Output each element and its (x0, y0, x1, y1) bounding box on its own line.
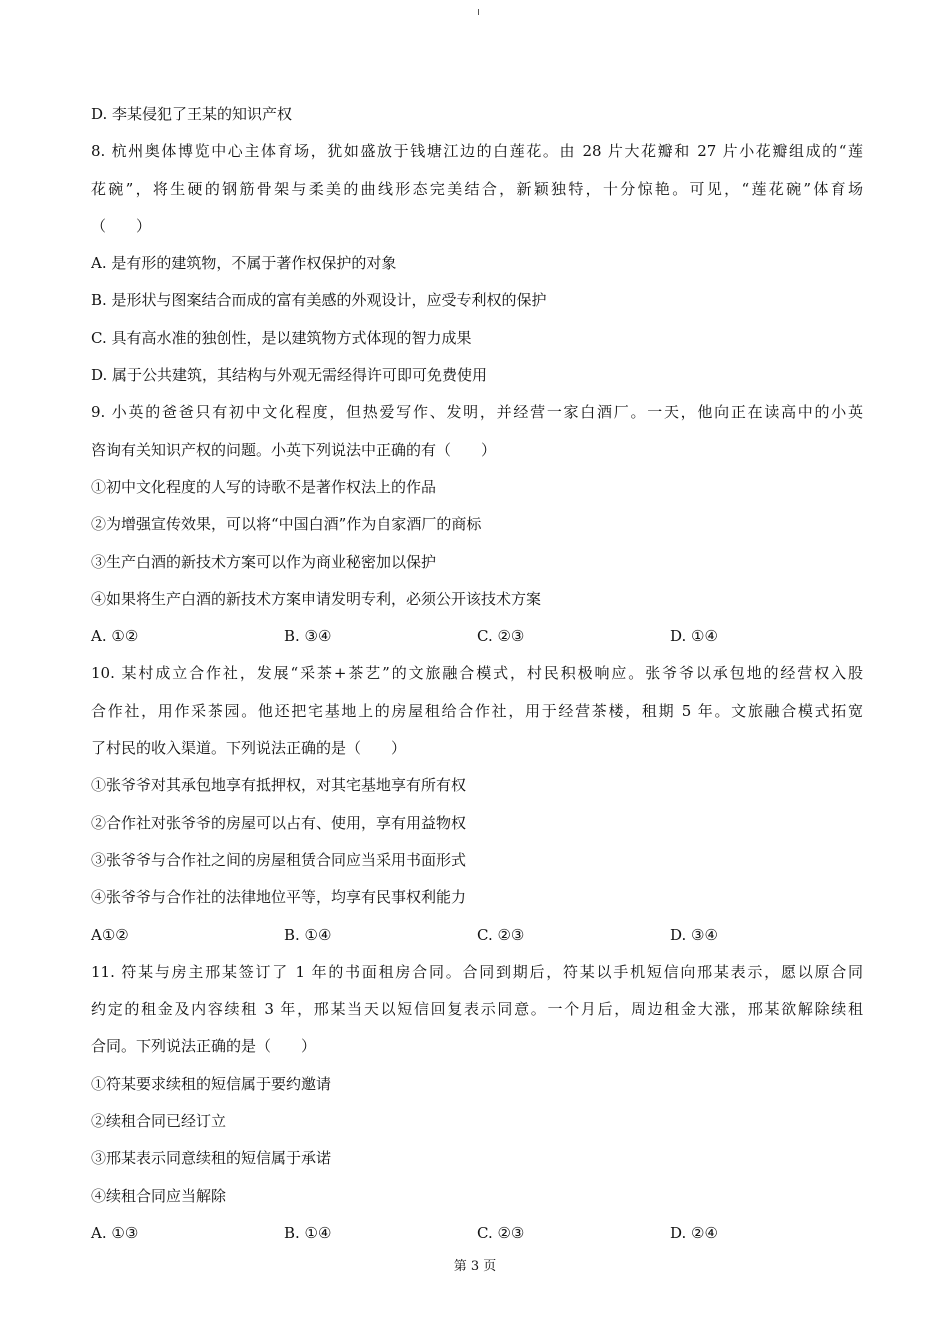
header-mark (478, 9, 479, 15)
q9-item-3: ③生产白酒的新技术方案可以作为商业秘密加以保护 (91, 552, 437, 571)
q9-options (91, 618, 863, 655)
q8-stem-line-2: 花碗”，将生硬的钢筋骨架与柔美的曲线形态完美结合，新颖独特，十分惊艳。可见，“莲花碗”体育场 (91, 179, 863, 198)
q11-item-3: ③邢某表示同意续租的短信属于承诺 (91, 1149, 332, 1168)
q10-item-4: ④张爷爷与合作社的法律地位平等，均享有民事权利能力 (91, 888, 467, 907)
q8-option-b: B. 是形状与图案结合而成的富有美感的外观设计，应受专利权的保护 (91, 291, 547, 310)
q11-item-1: ①符某要求续租的短信属于要约邀请 (91, 1074, 332, 1093)
q10-option-b: B. ①④ (284, 925, 332, 944)
q10-option-d: D. ③④ (670, 925, 718, 944)
q10-item-1: ①张爷爷对其承包地享有抵押权，对其宅基地享有所有权 (91, 776, 467, 795)
q8-option-a: A. 是有形的建筑物，不属于著作权保护的对象 (91, 254, 397, 273)
q11-stem-line-2: 约定的租金及内容续租 3 年，邢某当天以短信回复表示同意。一个月后，周边租金大涨，邢某欲解除续租 (91, 1000, 863, 1019)
q11-option-c: C. ②③ (477, 1223, 525, 1242)
q8-option-d: D. 属于公共建筑，其结构与外观无需经得许可即可免费使用 (91, 366, 488, 385)
q8-option-c: C. 具有高水准的独创性，是以建筑物方式体现的智力成果 (91, 328, 472, 347)
q11-option-a: A. ①③ (91, 1223, 139, 1242)
q10-option-c: C. ②③ (477, 925, 525, 944)
q11-stem-line-1: 11. 符某与房主邢某签订了 1 年的书面租房合同。合同到期后，符某以手机短信向邢某表示，愿以原合同 (91, 962, 863, 981)
q11-option-d: D. ②④ (670, 1223, 718, 1242)
q10-option-a: A①② (91, 925, 129, 944)
q8-stem-line-3: （ ） (91, 216, 152, 235)
q9-option-d: D. ①④ (670, 627, 718, 646)
q11-stem-line-3: 合同。下列说法正确的是（ ） (91, 1037, 317, 1056)
q9-option-c: C. ②③ (477, 627, 525, 646)
q7-option-d: D. 李某侵犯了王某的知识产权 (91, 105, 293, 123)
page-content (91, 96, 863, 1252)
q9-item-2: ②为增强宣传效果，可以将“中国白酒”作为自家酒厂的商标 (91, 515, 482, 534)
q8-stem-line-1: 8. 杭州奥体博览中心主体育场，犹如盛放于钱塘江边的白莲花。由 28 片大花瓣和 27 片小花瓣组成的“莲 (91, 142, 863, 161)
q10-stem-line-1: 10. 某村成立合作社，发展“采茶+茶艺”的文旅融合模式，村民积极响应。张爷爷以承包地的经营权入股 (91, 664, 863, 683)
q10-options (91, 917, 863, 954)
q11-options (91, 1215, 863, 1252)
q10-item-3: ③张爷爷与合作社之间的房屋租赁合同应当采用书面形式 (91, 850, 467, 869)
q11-option-b: B. ①④ (284, 1223, 332, 1242)
q9-item-1: ①初中文化程度的人写的诗歌不是著作权法上的作品 (91, 477, 437, 496)
q9-stem-line-1: 9. 小英的爸爸只有初中文化程度，但热爱写作、发明，并经营一家白酒厂。一天，他向正在读高中的小英 (91, 403, 863, 422)
q9-option-a: A. ①② (91, 627, 139, 646)
q9-stem-line-2: 咨询有关知识产权的问题。小英下列说法中正确的有（ ） (91, 440, 497, 459)
q9-option-b: B. ③④ (284, 627, 332, 646)
q10-item-2: ②合作社对张爷爷的房屋可以占有、使用，享有用益物权 (91, 813, 467, 832)
q11-item-4: ④续租合同应当解除 (91, 1186, 227, 1205)
page-number: 第 3 页 (453, 1259, 497, 1274)
q10-stem-line-2: 合作社，用作采茶园。他还把宅基地上的房屋租给合作社，用于经营茶楼，租期 5 年。文旅融合模式拓宽 (91, 701, 863, 720)
q11-item-2: ②续租合同已经订立 (91, 1112, 227, 1131)
q10-stem-line-3: 了村民的收入渠道。下列说法正确的是（ ） (91, 739, 407, 758)
q9-item-4: ④如果将生产白酒的新技术方案申请发明专利，必须公开该技术方案 (91, 589, 542, 608)
